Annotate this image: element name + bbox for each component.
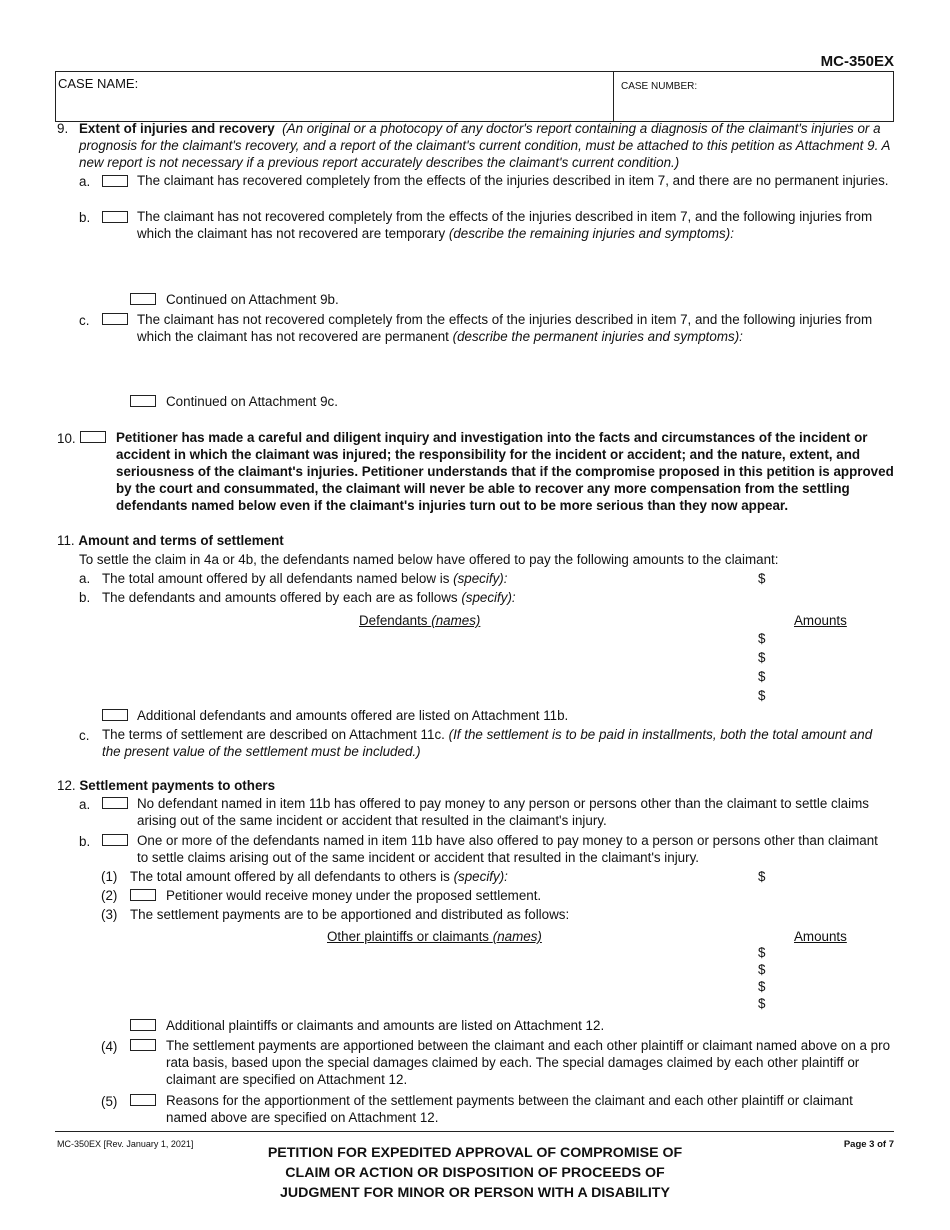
item12b3-number: (3)	[101, 907, 118, 922]
form-title-line3: JUDGMENT FOR MINOR OR PERSON WITH A DISABILITY	[280, 1185, 670, 1201]
item9-intro: (An original or a photocopy of any doctor's report containing a diagnosis of the claimant's injuries or a prognosis for the claimant's recovery, and a report of the claimant's current condition, must be attached to this petition as Attachment 9. A new report is not necessary if a previous report accurately describes the claimant's current condition.)	[79, 121, 890, 170]
item11a-dollar: $	[758, 571, 766, 586]
item11-dollar-4: $	[758, 688, 766, 703]
item12b2-text: Petitioner would receive money under the proposed settlement.	[166, 888, 542, 903]
item11b-additional-label: Additional defendants and amounts offered are listed on Attachment 11b.	[137, 708, 569, 723]
item11-intro: To settle the claim in 4a or 4b, the defendants named below have offered to pay the following amounts to the claimant:	[79, 552, 779, 567]
item9b-main: The claimant has not recovered completely from the effects of the injuries described in item 7, and the following injuries from which the claimant has not recovered are temporary	[137, 209, 873, 241]
item9b-text	[137, 208, 892, 242]
item12-heading	[57, 777, 275, 794]
form-title-line2: CLAIM OR ACTION OR DISPOSITION OF PROCEEDS OF	[285, 1165, 665, 1181]
page-number: Page 3 of 7	[843, 1139, 894, 1150]
defendants-header-italic: (names)	[431, 613, 481, 628]
item12-dollar-4: $	[758, 996, 766, 1011]
item11b-letter: b.	[79, 590, 91, 605]
item12b5-number: (5)	[101, 1094, 118, 1109]
form-title	[200, 1143, 750, 1203]
item11a-letter: a.	[79, 571, 91, 586]
item9b-continued-checkbox[interactable]	[130, 293, 156, 305]
item12b1-italic: (specify):	[453, 869, 508, 884]
item12b1-text	[130, 868, 508, 885]
item11b-text	[102, 589, 516, 606]
item12b1-main: The total amount offered by all defendants to others is	[130, 869, 450, 884]
item12a-checkbox[interactable]	[102, 797, 128, 809]
item12a-letter: a.	[79, 797, 91, 812]
item11b-additional-checkbox[interactable]	[102, 709, 128, 721]
item12b1-number: (1)	[101, 869, 118, 884]
item11-dollar-1: $	[758, 631, 766, 646]
item9c-italic: (describe the permanent injuries and symptoms):	[452, 329, 743, 344]
item9b-letter: b.	[79, 210, 91, 225]
item12b2-checkbox[interactable]	[130, 889, 156, 901]
item12a-text: No defendant named in item 11b has offered to pay money to any person or persons other than the claimant to settle claims arising out of the same incident or accident that resulted in the claimant's injury.	[137, 796, 869, 828]
item9b-checkbox[interactable]	[102, 211, 128, 223]
item11b-italic: (specify):	[461, 590, 516, 605]
item12-amounts-header: Amounts	[794, 929, 847, 944]
item9a-text: The claimant has recovered completely from the effects of the injuries described in item 7, and there are no permanent injuries.	[137, 173, 889, 188]
item11-title: Amount and terms of settlement	[78, 533, 284, 548]
item11c-letter: c.	[79, 728, 90, 743]
item9c-main: The claimant has not recovered completely from the effects of the injuries described in item 7, and the following injuries from which the claimant has not recovered are permanent	[137, 312, 873, 344]
item9c-text	[137, 311, 892, 345]
item12-dollar-1: $	[758, 945, 766, 960]
item11-dollar-2: $	[758, 650, 766, 665]
item12-dollar-2: $	[758, 962, 766, 977]
others-column-header	[327, 928, 542, 945]
item12b-letter: b.	[79, 834, 91, 849]
item9-number: 9.	[57, 121, 69, 136]
item9c-checkbox[interactable]	[102, 313, 128, 325]
footer-divider	[55, 1131, 894, 1132]
item9c-continued-checkbox[interactable]	[130, 395, 156, 407]
item11a-italic: (specify):	[453, 571, 508, 586]
item12b4-text: The settlement payments are apportioned between the claimant and each other plaintiff or claimant named above on a pro rata basis, based upon the special damages claimed by each. The special damages claimed by each other plaintiff or claimant are specified on Attachment 12.	[166, 1038, 891, 1087]
item11-amounts-header: Amounts	[794, 613, 847, 628]
item12b3-text: The settlement payments are to be apportioned and distributed as follows:	[130, 907, 570, 922]
item12b1-dollar: $	[758, 869, 766, 884]
item12-additional-checkbox[interactable]	[130, 1019, 156, 1031]
item11b-main: The defendants and amounts offered by each are as follows	[102, 590, 458, 605]
item11a-main: The total amount offered by all defendants named below is	[102, 571, 450, 586]
item9a-letter: a.	[79, 174, 91, 189]
item9a-checkbox[interactable]	[102, 175, 128, 187]
item12b-text: One or more of the defendants named in item 11b have also offered to pay money to a person or persons other than claimant to settle claims arising out of the same incident or accident that resulted in the claimant's injury.	[137, 833, 878, 865]
item10-checkbox[interactable]	[80, 431, 106, 443]
item12b4-checkbox[interactable]	[130, 1039, 156, 1051]
item11c-italic: (If the settlement is to be paid in installments, both the total amount and the present value of the settlement must be included.)	[102, 727, 873, 759]
item12-number: 12.	[57, 778, 76, 793]
case-number-label: CASE NUMBER:	[621, 81, 698, 92]
item12-title: Settlement payments to others	[79, 778, 276, 793]
defendants-column-header	[359, 612, 480, 629]
item11c-text	[102, 726, 892, 760]
item9c-letter: c.	[79, 313, 90, 328]
item9-heading	[79, 120, 894, 171]
case-box-divider	[613, 71, 614, 122]
item9-title: Extent of injuries and recovery	[79, 121, 275, 136]
case-name-label: CASE NAME:	[58, 76, 139, 91]
item10-text: Petitioner has made a careful and diligent inquiry and investigation into the facts and circumstances of the incident or accident in which the claimant was injured; the responsibility for the incident or accident; and the nature, extent, and seriousness of the claimant's injuries. Petitioner understands that if the compromise proposed in this petition is approved by the court and consummated, the claimant will never be able to recover any more compensation from the settling defendants named below even if the claimant's injuries turn out to be more serious than they now appear.	[116, 430, 894, 513]
item12b2-number: (2)	[101, 888, 118, 903]
item9b-italic: (describe the remaining injuries and symptoms):	[448, 226, 734, 241]
form-title-line1: PETITION FOR EXPEDITED APPROVAL OF COMPROMISE OF	[267, 1145, 683, 1161]
others-header-italic: (names)	[492, 929, 542, 944]
item12b5-text: Reasons for the apportionment of the settlement payments between the claimant and each other plaintiff or claimant named above are specified on Attachment 12.	[166, 1093, 853, 1125]
item12-dollar-3: $	[758, 979, 766, 994]
form-revision: MC-350EX [Rev. January 1, 2021]	[57, 1139, 194, 1149]
others-header-main: Other plaintiffs or claimants	[327, 929, 489, 944]
item12b-checkbox[interactable]	[102, 834, 128, 846]
item12b5-checkbox[interactable]	[130, 1094, 156, 1106]
item11c-main: The terms of settlement are described on Attachment 11c.	[102, 727, 445, 742]
case-name-field[interactable]	[55, 71, 894, 122]
item12-additional-label: Additional plaintiffs or claimants and amounts are listed on Attachment 12.	[166, 1018, 605, 1033]
item11a-text	[102, 570, 507, 587]
item10-number: 10.	[57, 431, 76, 446]
item9c-continued-label: Continued on Attachment 9c.	[166, 394, 338, 409]
item11-number: 11.	[57, 533, 75, 548]
defendants-header-main: Defendants	[359, 613, 428, 628]
item12b4-number: (4)	[101, 1039, 118, 1054]
item9b-continued-label: Continued on Attachment 9b.	[166, 292, 339, 307]
item11-dollar-3: $	[758, 669, 766, 684]
form-number: MC-350EX	[820, 53, 894, 70]
item11-heading	[57, 532, 284, 549]
